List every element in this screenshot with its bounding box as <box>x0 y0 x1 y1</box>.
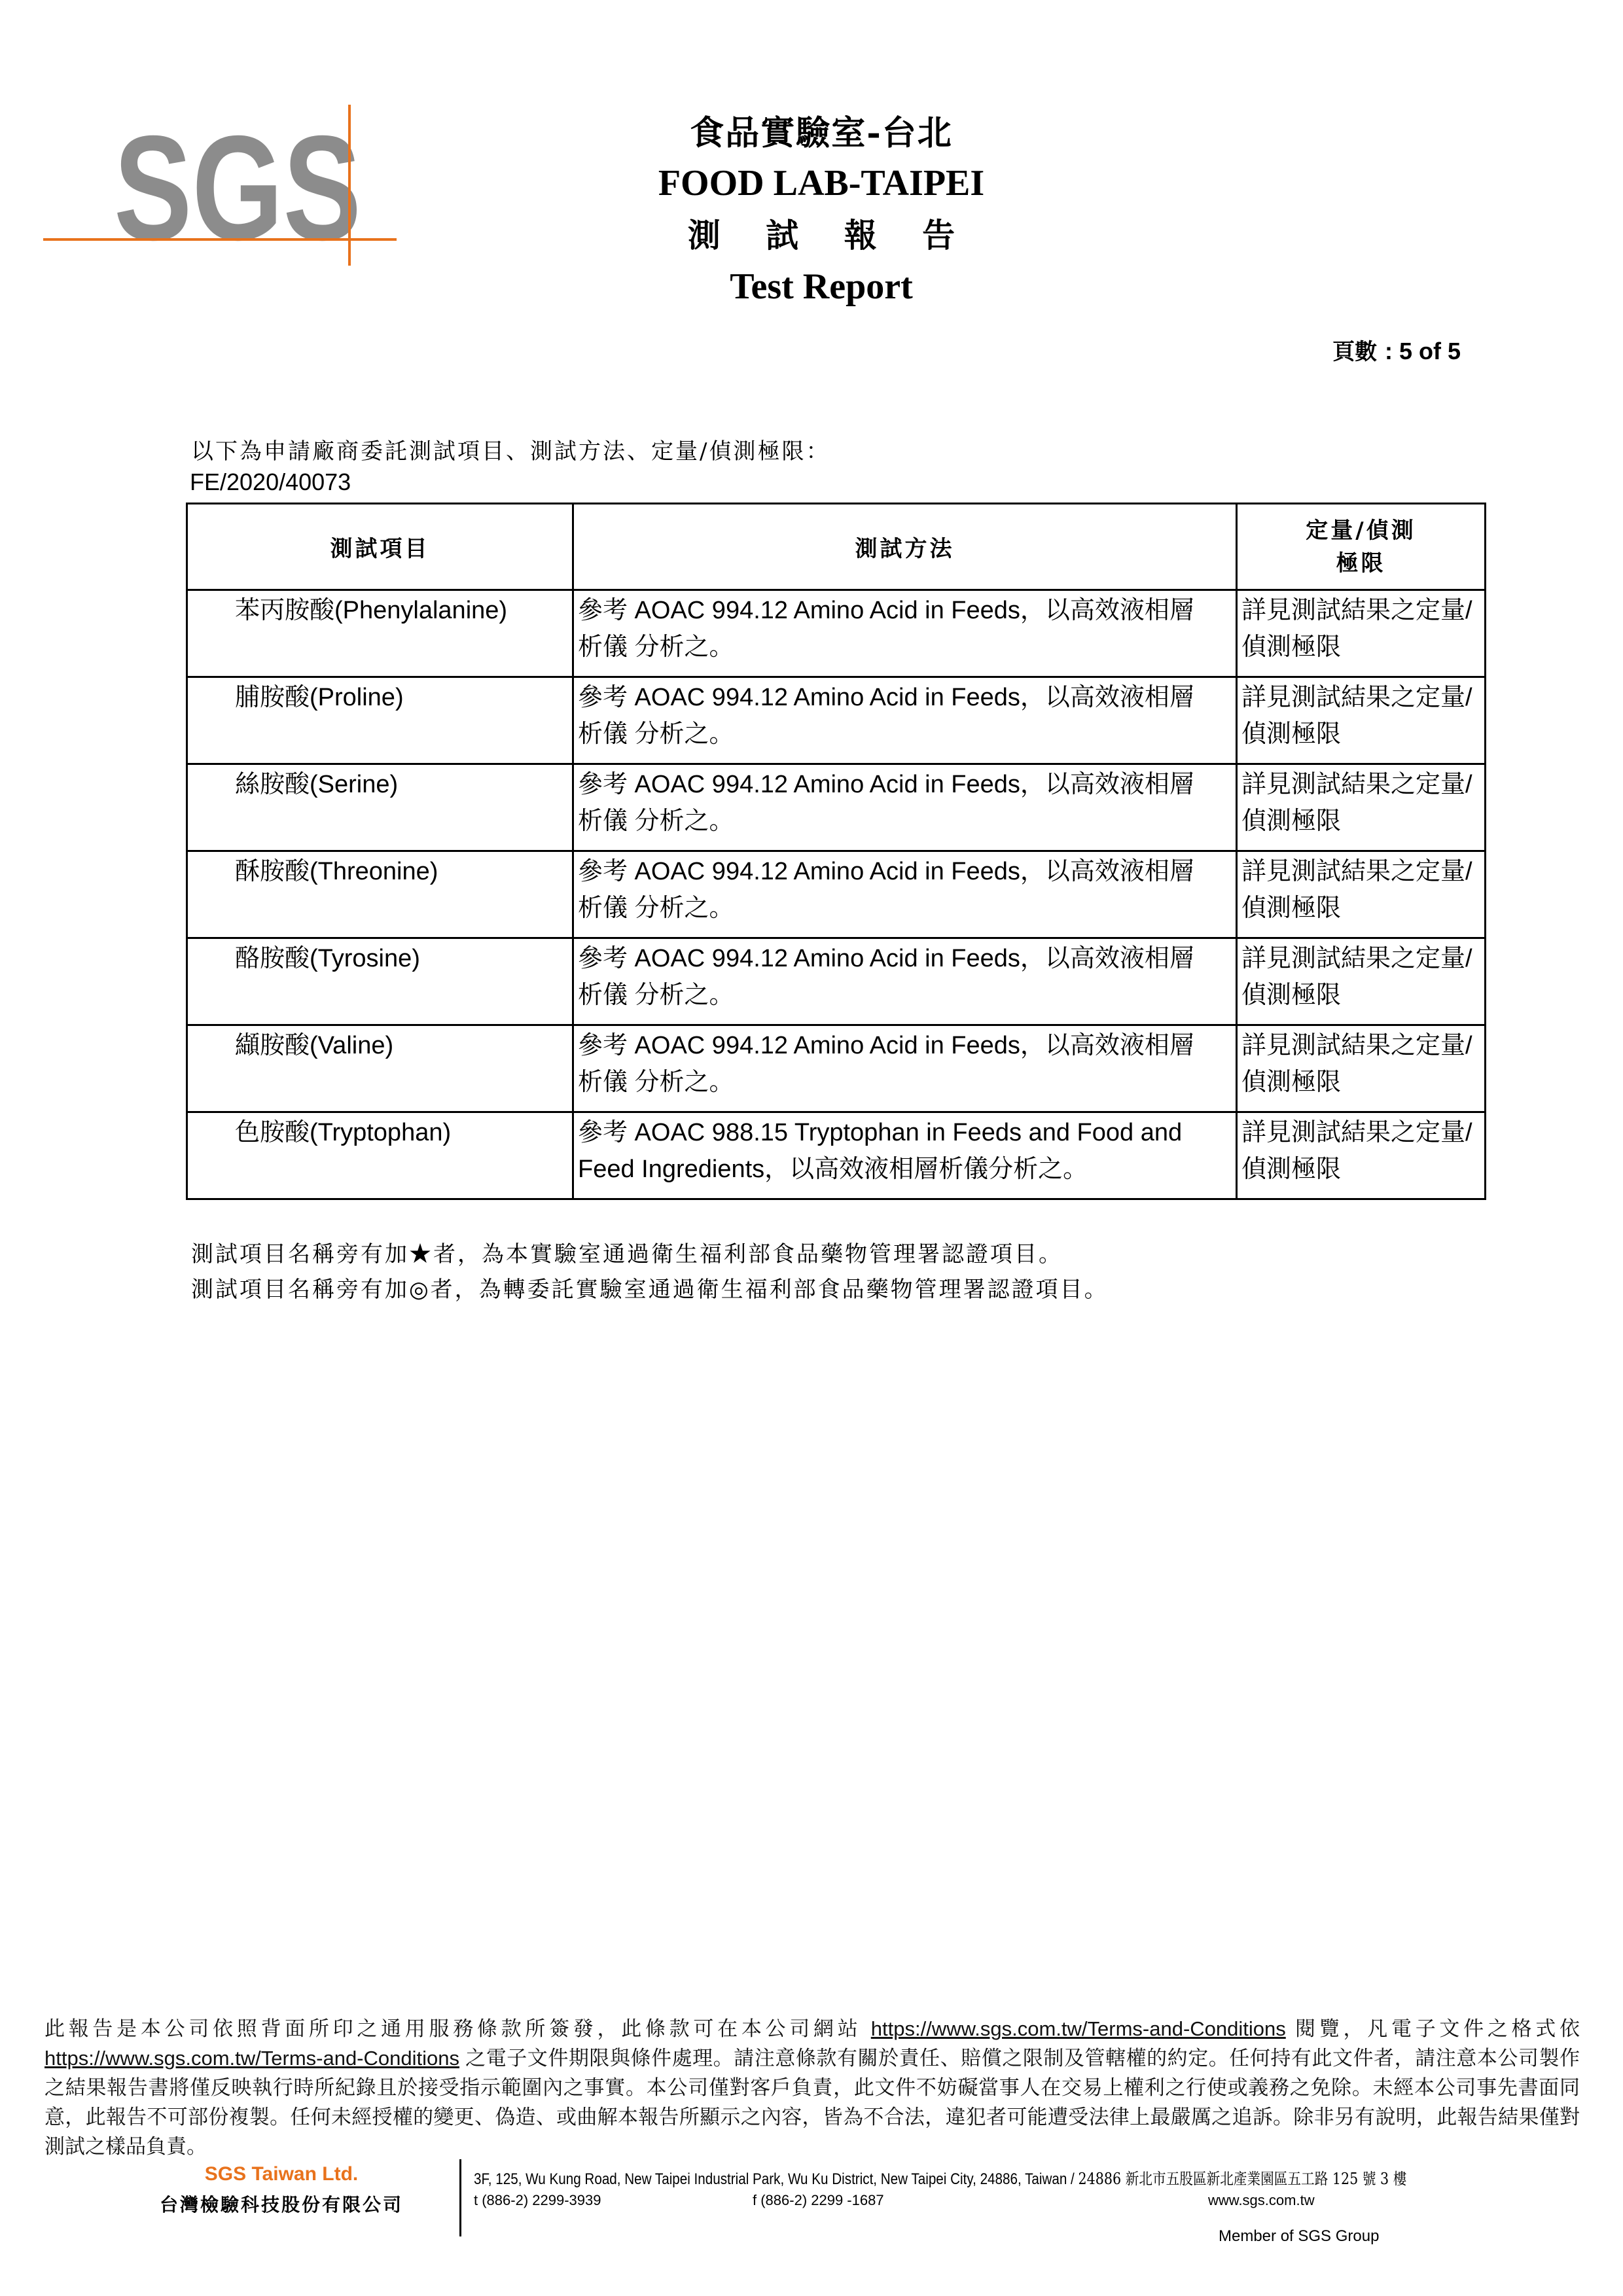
limit-cell <box>1237 677 1486 764</box>
disclaimer-part1: 此報告是本公司依照背面所印之通用服務條款所簽發，此條款可在本公司網站 <box>45 2017 871 2040</box>
method-line1: 參考 AOAC 994.12 Amino Acid in Feeds，以高效液相層 <box>578 1032 1194 1059</box>
table-row <box>187 677 1486 764</box>
table-row <box>187 851 1486 938</box>
method-line1: 參考 AOAC 988.15 Tryptophan in Feeds and Food and <box>578 1119 1183 1146</box>
report-header <box>510 110 1132 311</box>
limit-line2: 偵測極限 <box>1241 981 1342 1009</box>
test-method-cell <box>573 764 1237 851</box>
test-method-cell <box>573 1112 1237 1199</box>
test-method-cell <box>573 1025 1237 1112</box>
table-row <box>187 1112 1486 1199</box>
intro-text: 以下為申請廠商委託測試項目、測試方法、定量/偵測極限： <box>191 438 830 465</box>
limit-line1: 詳見測試結果之定量/ <box>1241 597 1472 624</box>
limit-line1: 詳見測試結果之定量/ <box>1241 1032 1472 1059</box>
method-line1: 參考 AOAC 994.12 Amino Acid in Feeds，以高效液相層 <box>578 771 1194 798</box>
limit-line1: 詳見測試結果之定量/ <box>1241 945 1472 972</box>
limit-line2: 偵測極限 <box>1241 1156 1342 1183</box>
test-item-cell: 纈胺酸(Valine) <box>187 1025 573 1112</box>
page-number-label: 頁數 <box>1332 339 1385 365</box>
method-line2: 析儀 分析之。 <box>578 807 734 835</box>
test-item-cell: 苯丙胺酸(Phenylalanine) <box>187 590 573 677</box>
telephone: t (886-2) 2299-3939 <box>474 2192 601 2208</box>
table-row <box>187 1025 1486 1112</box>
star-note: 測試項目名稱旁有加★者，為本實驗室通過衛生福利部食品藥物管理署認證項目。 <box>191 1241 1063 1267</box>
limit-cell <box>1237 1112 1486 1199</box>
page-number <box>1332 334 1461 366</box>
report-title-zh: 測 試 報 告 <box>687 216 972 255</box>
test-item-cell: 脯胺酸(Proline) <box>187 677 573 764</box>
address-zh: 24886 新北市五股區新北產業園區五工路 125 號 3 樓 <box>1078 2170 1407 2188</box>
address-en: 3F, 125, Wu Kung Road, New Taipei Industrial Park, Wu Ku District, New Taipei City, 24886, Taiwan / <box>474 2170 1079 2188</box>
lab-name-en: FOOD LAB-TAIPEI <box>658 163 985 203</box>
test-method-cell <box>573 851 1237 938</box>
limit-line1: 詳見測試結果之定量/ <box>1241 771 1472 798</box>
limit-cell <box>1237 851 1486 938</box>
sgs-logo <box>43 105 397 272</box>
table-row <box>187 764 1486 851</box>
limit-cell <box>1237 938 1486 1025</box>
company-name-zh: 台灣檢驗科技股份有限公司 <box>159 2194 403 2216</box>
limit-line2: 偵測極限 <box>1241 894 1342 922</box>
limit-line2: 偵測極限 <box>1241 807 1342 835</box>
limit-cell <box>1237 764 1486 851</box>
lab-name-zh: 食品實驗室-台北 <box>690 113 953 153</box>
footer-address <box>474 2166 1558 2208</box>
test-method-cell <box>573 938 1237 1025</box>
footer-divider <box>459 2159 461 2236</box>
header-limit <box>1237 504 1486 590</box>
limit-line2: 偵測極限 <box>1241 720 1342 748</box>
method-line1: 參考 AOAC 994.12 Amino Acid in Feeds，以高效液相層 <box>578 684 1194 711</box>
report-title-en: Test Report <box>730 266 913 307</box>
test-method-cell <box>573 590 1237 677</box>
sgs-logo-mark <box>43 105 397 272</box>
fax: f (886-2) 2299 -1687 <box>753 2192 884 2208</box>
test-item-cell: 絲胺酸(Serine) <box>187 764 573 851</box>
method-line2: Feed Ingredients，以高效液相層析儀分析之。 <box>578 1156 1088 1183</box>
table-row <box>187 590 1486 677</box>
method-line2: 析儀 分析之。 <box>578 633 734 661</box>
report-number: FE/2020/40073 <box>190 468 351 495</box>
method-line2: 析儀 分析之。 <box>578 981 734 1009</box>
disclaimer-part2: 閱覽，凡電子文件之格式依 <box>1285 2017 1580 2040</box>
limit-line1: 詳見測試結果之定量/ <box>1241 1119 1472 1146</box>
terms-link-2[interactable]: https://www.sgs.com.tw/Terms-and-Conditions <box>45 2047 459 2070</box>
method-line2: 析儀 分析之。 <box>578 1069 734 1096</box>
logo-text: SGS <box>114 105 361 272</box>
circle-note: 測試項目名稱旁有加◎者，為轉委託實驗室通過衛生福利部食品藥物管理署認證項目。 <box>191 1277 1109 1303</box>
company-name-en: SGS Taiwan Ltd. <box>204 2163 359 2185</box>
test-method-cell <box>573 677 1237 764</box>
limit-line2: 偵測極限 <box>1241 633 1342 661</box>
method-line1: 參考 AOAC 994.12 Amino Acid in Feeds，以高效液相層 <box>578 858 1194 885</box>
page-number-value: : 5 of 5 <box>1384 338 1461 364</box>
table-row <box>187 938 1486 1025</box>
test-item-cell: 酥胺酸(Threonine) <box>187 851 573 938</box>
limit-line2: 偵測極限 <box>1241 1069 1342 1096</box>
method-line2: 析儀 分析之。 <box>578 720 734 748</box>
disclaimer <box>45 2014 1580 2161</box>
accreditation-notes <box>191 1237 1109 1307</box>
table-header-row <box>187 504 1486 590</box>
header-limit-line2: 極限 <box>1336 550 1386 576</box>
test-item-cell: 酪胺酸(Tyrosine) <box>187 938 573 1025</box>
limit-cell <box>1237 1025 1486 1112</box>
terms-link[interactable]: https://www.sgs.com.tw/Terms-and-Conditions <box>870 2017 1286 2040</box>
header-test-method: 測試方法 <box>573 504 1237 590</box>
website[interactable]: www.sgs.com.tw <box>1208 2192 1315 2208</box>
method-line1: 參考 AOAC 994.12 Amino Acid in Feeds，以高效液相層 <box>578 945 1194 972</box>
header-limit-line1: 定量/偵測 <box>1306 517 1416 544</box>
member-of-sgs-group: Member of SGS Group <box>1219 2227 1380 2245</box>
disclaimer-part3: 之電子文件期限與條件處理。請注意條款有關於責任、賠償之限制及管轄權的約定。任何持有此文件者，請注意本公司製作之結果報告書將僅反映執行時所紀錄且於接受指示範圍內之事實。本公司僅對客戶負責，此文件不妨礙當事人在交易上權利之行使或義務之免除。未經本公司事先書面同意，此報告不可部份複製。任何未經授權的變更、偽造、或曲解本報告所顯示之內容，皆為不合法，違犯者可能遭受法律上最嚴厲之追訴。除非另有說明，此報告結果僅對測試之樣品負責。 <box>45 2047 1580 2158</box>
method-line2: 析儀 分析之。 <box>578 894 734 922</box>
footer-company <box>131 2163 432 2217</box>
test-item-cell: 色胺酸(Tryptophan) <box>187 1112 573 1199</box>
limit-line1: 詳見測試結果之定量/ <box>1241 858 1472 885</box>
limit-line1: 詳見測試結果之定量/ <box>1241 684 1472 711</box>
limit-cell <box>1237 590 1486 677</box>
header-test-item: 測試項目 <box>187 504 573 590</box>
test-methods-table <box>186 503 1486 1200</box>
method-line1: 參考 AOAC 994.12 Amino Acid in Feeds，以高效液相層 <box>578 597 1194 624</box>
